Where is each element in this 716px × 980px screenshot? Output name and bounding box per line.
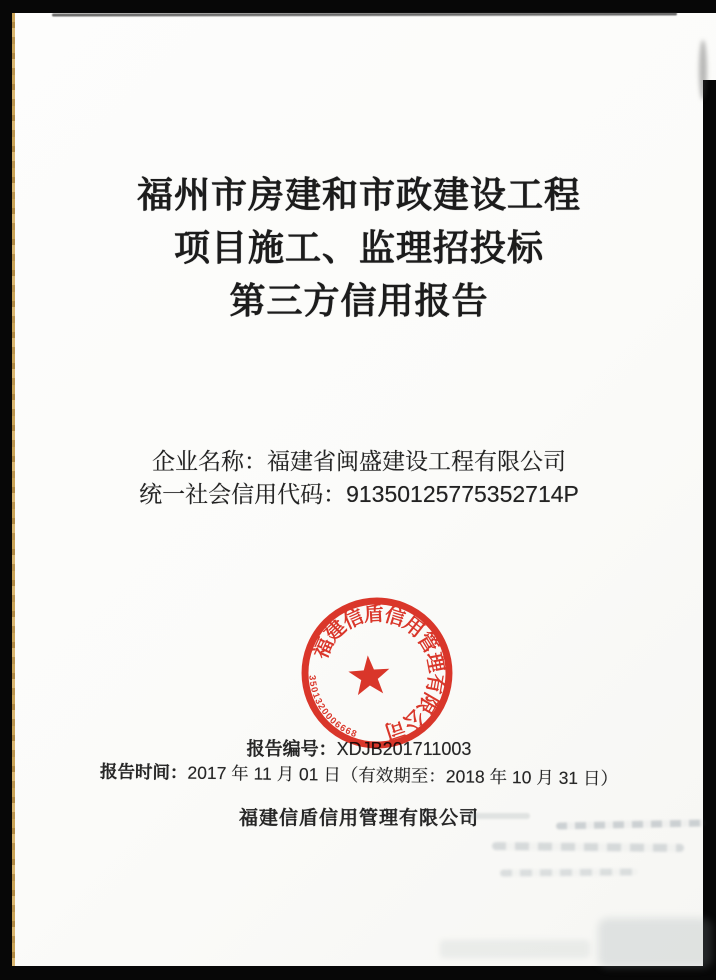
- scan-texture: [440, 940, 590, 958]
- issuer-company-name: 福建信盾信用管理有限公司: [238, 808, 479, 829]
- scan-border-top: [0, 0, 716, 13]
- report-number-value: XDJB201711003: [336, 739, 472, 759]
- bleed-through-mark: [500, 868, 638, 876]
- report-title-line-3: 第三方信用报告: [229, 280, 489, 321]
- report-title: [15, 168, 703, 327]
- report-time-value: 2017 年 11 月 01 日（有效期至：2018 年 10 月 31 日）: [187, 762, 619, 789]
- seal-code-text: 3501320006668: [307, 674, 360, 740]
- company-name-value: 福建省闽盛建设工程有限公司: [267, 448, 566, 474]
- scan-border-left: [0, 0, 12, 980]
- credit-code-value: 91350125775352714P: [346, 481, 579, 507]
- company-seal-stamp: [300, 596, 454, 750]
- report-time-line: [15, 757, 703, 792]
- company-info-block: [15, 445, 703, 511]
- credit-code-line: [15, 478, 703, 511]
- seal-company-text: 福建信盾信用管理有限公司: [309, 603, 447, 742]
- bleed-through-mark: [468, 813, 530, 819]
- seal-star-icon: [348, 655, 389, 695]
- scan-border-bottom: [0, 966, 716, 980]
- company-name-line: [15, 445, 703, 478]
- credit-code-label: 统一社会信用代码：: [139, 481, 347, 507]
- scan-corner-texture: [598, 918, 712, 968]
- company-name-label: 企业名称：: [152, 448, 267, 474]
- report-title-line-2: 项目施工、监理招投标: [173, 227, 544, 268]
- report-time-label: 报告时间：: [99, 761, 188, 783]
- page-edge-shadow: [52, 12, 677, 16]
- report-title-line-1: 福州市房建和市政建设工程: [136, 174, 581, 215]
- scan-corner-artifact: [699, 40, 707, 100]
- report-number-label: 报告编号：: [246, 739, 337, 759]
- scan-border-right: [703, 80, 716, 980]
- bleed-through-mark: [492, 842, 684, 852]
